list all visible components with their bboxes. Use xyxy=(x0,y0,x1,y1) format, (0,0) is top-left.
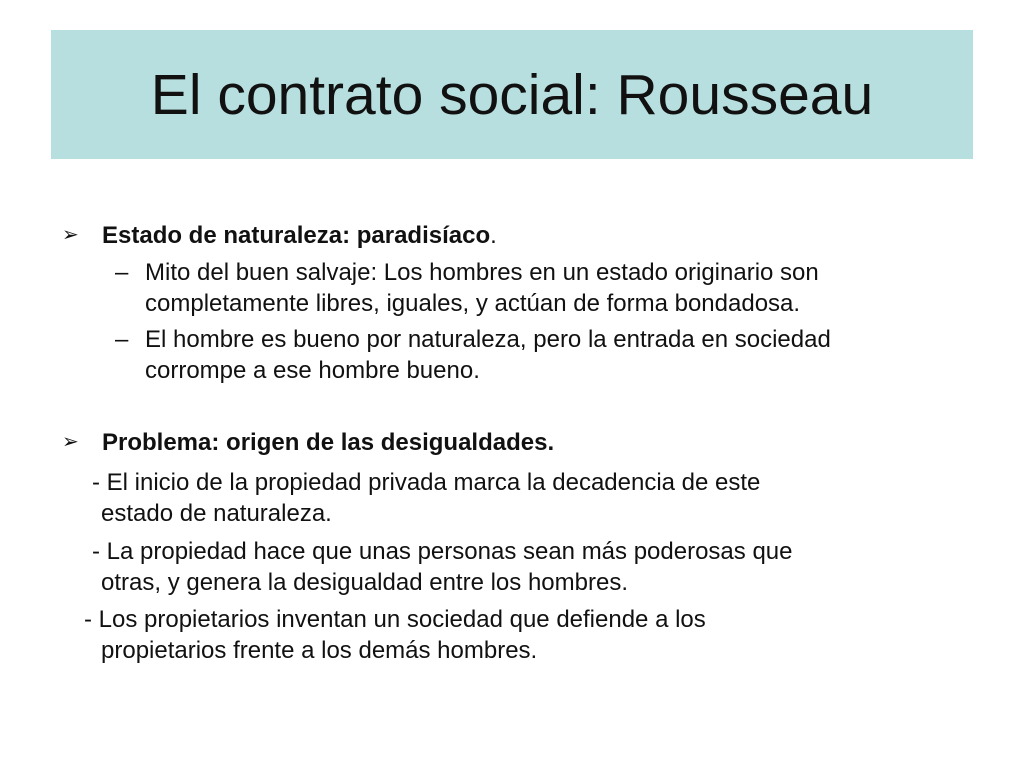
item-line-1: - Los propietarios inventan un sociedad que defiende a los xyxy=(84,606,706,633)
subitem-text xyxy=(145,257,819,319)
heading-estado-naturaleza xyxy=(102,220,497,251)
subitem-line-2: completamente libres, iguales, y actúan de forma bondadosa. xyxy=(145,290,801,317)
item-line-1: - El inicio de la propiedad privada marca la decadencia de este xyxy=(92,469,761,496)
bullet-estado-naturaleza xyxy=(62,220,497,251)
bullet-problema xyxy=(62,427,554,458)
item-text xyxy=(84,604,706,666)
dash-bullet: – xyxy=(115,259,129,286)
subitem-buen-salvaje xyxy=(115,257,819,319)
item-line-2: propietarios frente a los demás hombres. xyxy=(101,637,538,664)
heading-problema: Problema: origen de las desigualdades. xyxy=(102,429,555,456)
heading-bold-text: Estado de naturaleza: paradisíaco xyxy=(102,222,491,249)
subitem-hombre-bueno xyxy=(115,324,831,386)
item-propiedad-privada xyxy=(92,467,760,529)
subitem-line-1: Mito del buen salvaje: Los hombres en un estado originario son xyxy=(145,259,819,286)
subitem-line-1: El hombre es bueno por naturaleza, pero la entrada en sociedad xyxy=(145,326,831,353)
subitem-text xyxy=(145,324,831,386)
item-text xyxy=(92,536,793,598)
heading-period: . xyxy=(490,222,497,249)
item-propiedad-poder xyxy=(92,536,793,598)
item-text xyxy=(92,467,760,529)
item-line-2: estado de naturaleza. xyxy=(101,500,332,527)
item-propietarios xyxy=(84,604,706,666)
slide-title: El contrato social: Rousseau xyxy=(150,62,874,127)
item-line-1: - La propiedad hace que unas personas sean más poderosas que xyxy=(92,538,793,565)
arrow-bullet-icon: ➢ xyxy=(62,224,79,246)
item-line-2: otras, y genera la desigualdad entre los hombres. xyxy=(101,569,628,596)
dash-bullet: – xyxy=(115,326,129,353)
subitem-line-2: corrompe a ese hombre bueno. xyxy=(145,357,480,384)
arrow-bullet-icon: ➢ xyxy=(62,431,79,453)
